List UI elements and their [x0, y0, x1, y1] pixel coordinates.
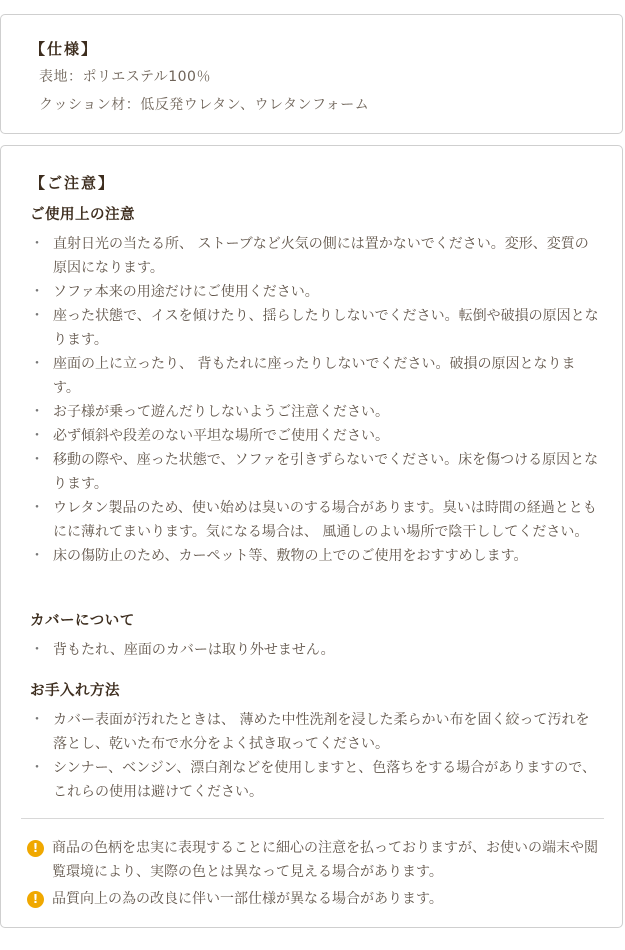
note-text: 商品の色柄を忠実に表現することに細心の注意を払っておりますが、お使いの端末や閲覧環境により、実際の色とは異なって見える場合があります。 [52, 840, 598, 880]
divider [21, 818, 604, 819]
spec-heading: 【仕様】 [30, 40, 99, 58]
note-item [27, 836, 607, 884]
list-item: ・ 必ず傾斜や段差のない平坦な場所でご使用ください。 [34, 424, 602, 448]
cover-list [34, 638, 602, 662]
care-title: お手入れ方法 [30, 683, 120, 699]
list-item: ・ ソファ本来の用途だけにご使用ください。 [34, 280, 602, 304]
usage-title: ご使用上の注意 [30, 207, 135, 223]
list-item: ・ 座面の上に立ったり、 背もたれに座ったりしないでください。破損の原因となります。 [34, 352, 602, 400]
usage-list [34, 232, 602, 568]
notes [27, 836, 607, 911]
exclamation-icon: ! [27, 891, 44, 908]
spec-fabric: 表地：ポリエステル100％ [39, 69, 211, 85]
list-item: ・ 背もたれ、座面のカバーは取り外せません。 [34, 638, 602, 662]
caution-panel [0, 145, 623, 928]
list-item: ・ お子様が乗って遊んだりしないようご注意ください。 [34, 400, 602, 424]
cover-title: カバーについて [30, 613, 135, 629]
list-item: ・ 移動の際や、座った状態で、ソファを引きずらないでください。床を傷つける原因となります。 [34, 448, 602, 496]
caution-heading: 【ご注意】 [30, 174, 116, 192]
list-item: ・ シンナー、ベンジン、漂白剤などを使用しますと、色落ちをする場合がありますので、これらの使用は避けてください。 [34, 756, 602, 804]
exclamation-icon: ! [27, 840, 44, 857]
list-item: ・ カバー表面が汚れたときは、 薄めた中性洗剤を浸した柔らかい布を固く絞って汚れを落とし、乾いた布で水分をよく拭き取ってください。 [34, 708, 602, 756]
spec-cushion: クッション材：低反発ウレタン、ウレタンフォーム [39, 97, 370, 113]
care-list [34, 708, 602, 804]
list-item: ・ 床の傷防止のため、カーペット等、敷物の上でのご使用をおすすめします。 [34, 544, 602, 568]
list-item: ・ 座った状態で、イスを傾けたり、揺らしたりしないでください。転倒や破損の原因となります。 [34, 304, 602, 352]
note-text: 品質向上の為の改良に伴い一部仕様が異なる場合があります。 [52, 891, 443, 907]
list-item: ・ 直射日光の当たる所、 ストーブなど火気の側には置かないでください。変形、変質の原因になります。 [34, 232, 602, 280]
list-item: ・ ウレタン製品のため、使い始めは臭いのする場合があります。臭いは時間の経過とともにに薄れてまいります。気になる場合は、 風通しのよい場所で陰干ししてください。 [34, 496, 602, 544]
spec-panel [0, 14, 623, 134]
note-item [27, 887, 607, 911]
